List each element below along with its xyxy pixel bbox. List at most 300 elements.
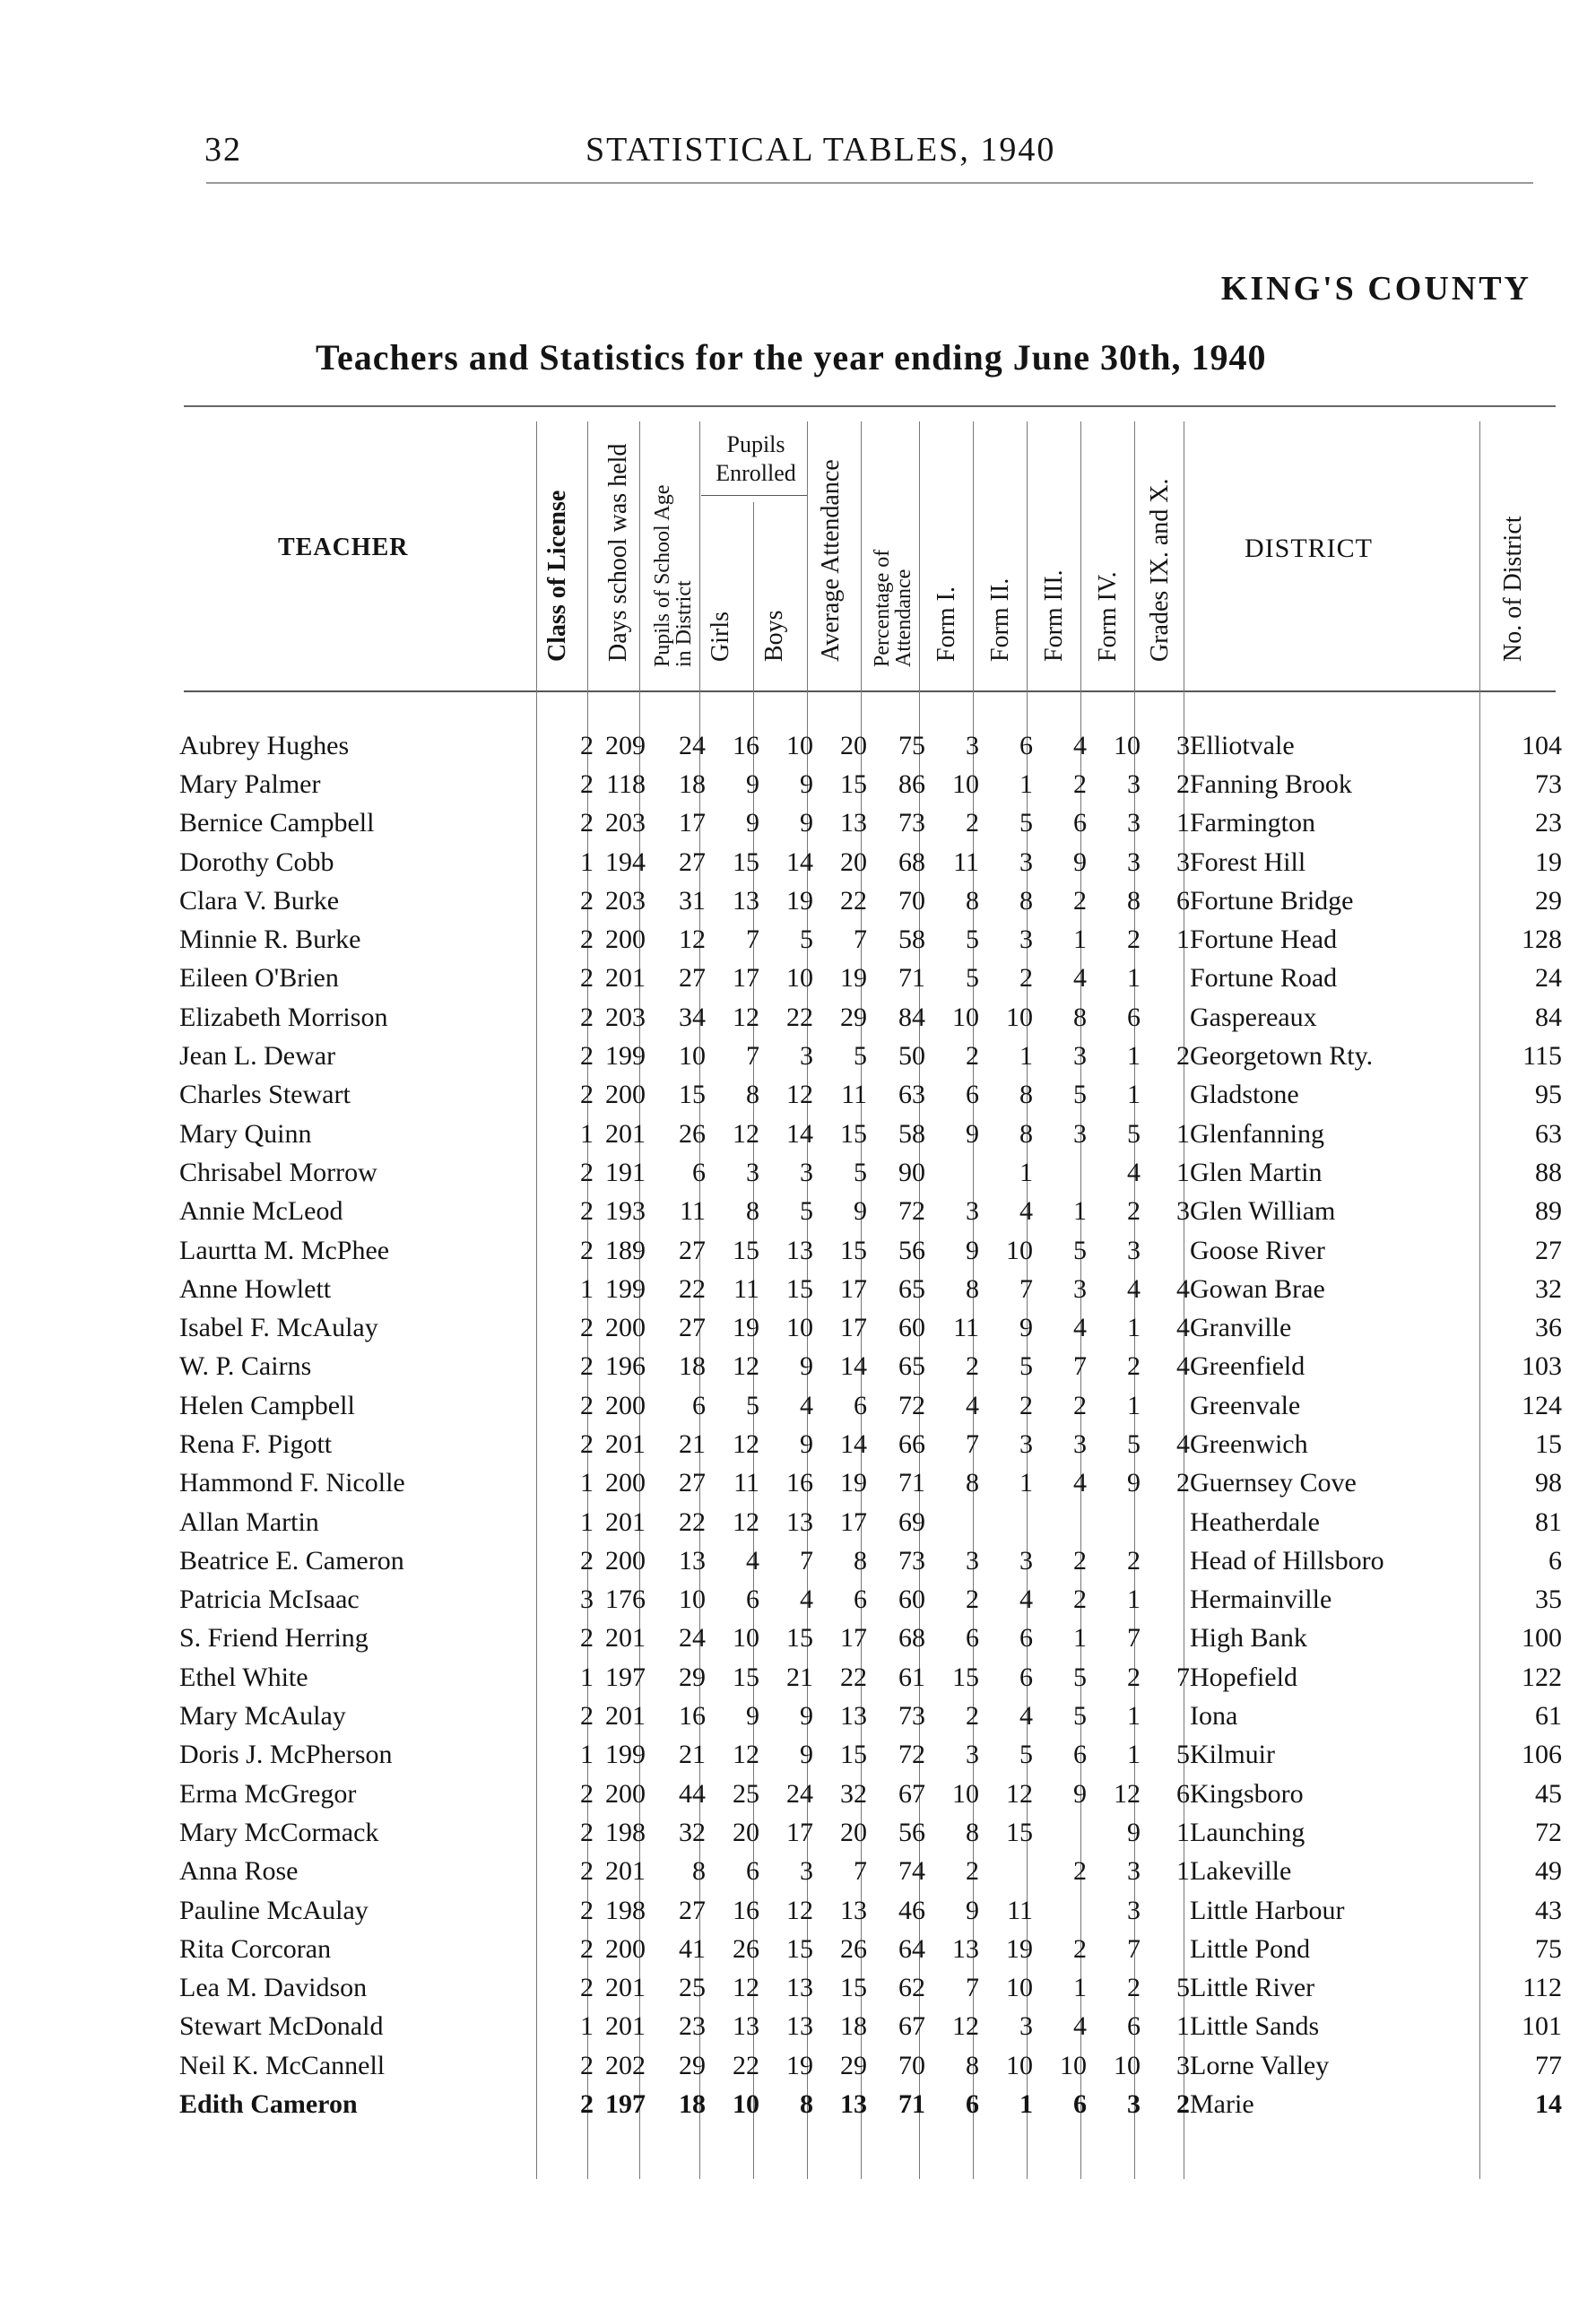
grades-ix-x-cell: 6 (1176, 1778, 1190, 1809)
grades-ix-x-cell: 2 (1176, 768, 1190, 799)
boys-cell: 10 (786, 730, 813, 760)
days-held-cell: 176 (605, 1584, 646, 1615)
teacher-name: Patricia McIsaac (179, 1584, 360, 1615)
teacher-name-cell (179, 1503, 542, 1541)
percentage-cell: 61 (898, 1662, 925, 1692)
days-held-cell: 118 (606, 768, 646, 799)
girls-cell: 13 (733, 885, 759, 916)
class-of-license-cell: 2 (580, 808, 594, 838)
average-attendance-cell: 22 (840, 1662, 867, 1692)
class-of-license-cell: 1 (580, 1662, 594, 1692)
form-i-cell (925, 1503, 979, 1541)
class-of-license-cell: 2 (580, 1041, 594, 1072)
district-name-cell: Gladstone (1190, 1080, 1299, 1110)
class-of-license-cell: 2 (580, 1973, 594, 2003)
class-of-license-cell: 2 (580, 768, 594, 799)
district-name-cell: Hermainville (1190, 1584, 1332, 1615)
grades-ix-x-cell: 2 (1176, 1468, 1190, 1498)
days-held-cell: 197 (605, 2089, 646, 2120)
form-iii-cell: 4 (1073, 2011, 1087, 2042)
form-i-cell: 8 (966, 1273, 979, 1304)
class-of-license-cell: 2 (580, 1428, 594, 1459)
class-of-license-cell: 1 (580, 1468, 594, 1498)
form-iv-cell: 1 (1127, 963, 1141, 994)
school-age-cell: 31 (679, 885, 706, 916)
district-name-cell: Fanning Brook (1190, 768, 1352, 799)
teacher-name-cell (179, 1541, 542, 1580)
teacher-name: Rena F. Pigott (179, 1428, 333, 1459)
grades-ix-x-cell: 4 (1176, 1313, 1190, 1343)
boys-cell: 9 (800, 1428, 813, 1459)
teacher-name-cell (179, 1581, 542, 1619)
average-attendance-cell: 5 (854, 1041, 867, 1072)
teacher-name-cell (179, 1813, 542, 1852)
days-held-cell: 201 (605, 1973, 646, 2003)
teacher-name-cell (179, 1464, 542, 1503)
percentage-cell: 64 (898, 1933, 925, 1964)
days-held-cell: 201 (605, 963, 646, 994)
grades-ix-x-cell: 1 (1176, 1817, 1190, 1847)
class-of-license-cell: 1 (580, 1506, 594, 1537)
teacher-name: Mary McAulay (179, 1701, 346, 1732)
form-i-cell: 13 (952, 1933, 979, 1964)
girls-cell: 8 (746, 1196, 759, 1227)
form-i-cell: 10 (952, 1778, 979, 1809)
form-ii-cell: 5 (1019, 1740, 1033, 1770)
school-age-cell: 24 (679, 730, 706, 760)
district-name-cell: Little Pond (1190, 1933, 1311, 1964)
header-bottom-rule (184, 690, 1556, 692)
form-iv-cell: 2 (1127, 1351, 1141, 1382)
girls-cell: 12 (733, 1351, 759, 1382)
grades-ix-x-cell: 3 (1176, 2050, 1190, 2080)
form-iv-cell: 12 (1114, 1778, 1141, 1809)
district-name-cell: Glenfanning (1190, 1118, 1324, 1149)
days-held-cell: 201 (605, 1701, 646, 1732)
district-number-cell: 35 (1535, 1584, 1562, 1615)
table-row (179, 843, 1562, 881)
days-held-cell: 201 (605, 1428, 646, 1459)
form-iv-cell: 1 (1127, 1313, 1141, 1343)
form-iv-cell: 6 (1127, 1002, 1141, 1032)
table-top-rule (184, 405, 1556, 407)
table-row (179, 1153, 1562, 1192)
school-age-cell: 12 (679, 925, 706, 955)
average-attendance-cell: 7 (854, 925, 867, 955)
grades-ix-x-cell (1141, 1891, 1190, 1930)
form-i-cell: 5 (966, 963, 979, 994)
average-attendance-cell: 20 (840, 846, 867, 877)
percentage-cell: 66 (898, 1428, 925, 1459)
district-name-cell: High Bank (1190, 1623, 1307, 1654)
class-of-license-cell: 1 (580, 1118, 594, 1149)
form-iv-cell: 2 (1127, 1196, 1141, 1227)
percentage-cell: 69 (898, 1506, 925, 1537)
grades-ix-x-cell: 3 (1176, 846, 1190, 877)
form-ii-cell: 4 (1019, 1701, 1033, 1732)
form-i-cell: 5 (966, 925, 979, 955)
table-row (179, 1891, 1562, 1930)
form-i-cell: 10 (952, 768, 979, 799)
form-ii-cell: 2 (1019, 963, 1033, 994)
teacher-name: Rita Corcoran (179, 1933, 332, 1964)
percentage-cell: 68 (898, 1623, 925, 1654)
teacher-name-cell (179, 1775, 542, 1813)
form-iv-cell: 5 (1127, 1118, 1141, 1149)
girls-cell: 17 (733, 963, 759, 994)
form-iii-cell: 4 (1073, 1313, 1087, 1343)
table-row (179, 1813, 1562, 1852)
form-i-cell: 9 (966, 1118, 979, 1149)
class-of-license-cell: 1 (580, 1273, 594, 1304)
percentage-cell: 70 (898, 885, 925, 916)
days-held-cell: 201 (605, 1623, 646, 1654)
form-iv-cell: 4 (1127, 1157, 1141, 1187)
form-i-header: Form I. (932, 586, 960, 662)
teacher-name-cell (179, 1076, 542, 1115)
average-attendance-cell: 20 (840, 1817, 867, 1847)
days-held-cell: 200 (605, 1778, 646, 1809)
percentage-cell: 60 (898, 1584, 925, 1615)
days-held-cell: 203 (605, 885, 646, 916)
boys-cell: 15 (786, 1623, 813, 1654)
teacher-name-cell (179, 1193, 542, 1231)
boys-cell: 3 (800, 1157, 813, 1187)
form-ii-cell: 1 (1019, 1157, 1033, 1187)
average-attendance-cell: 15 (840, 768, 867, 799)
girls-cell: 8 (746, 1080, 759, 1110)
district-name-cell: Fortune Road (1190, 963, 1338, 994)
form-ii-cell: 10 (1006, 1973, 1033, 2003)
school-age-cell: 8 (692, 1856, 706, 1887)
form-iv-cell: 1 (1127, 1740, 1141, 1770)
form-iv-cell: 1 (1127, 1041, 1141, 1072)
district-name-cell: Hopefield (1190, 1662, 1297, 1692)
school-age-cell: 25 (679, 1973, 706, 2003)
district-number-cell: 23 (1535, 808, 1562, 838)
school-age-cell: 27 (679, 963, 706, 994)
days-held-cell: 200 (605, 1313, 646, 1343)
district-number-cell: 112 (1522, 1973, 1562, 2003)
form-iii-cell: 2 (1073, 768, 1087, 799)
teacher-name: Doris J. McPherson (179, 1740, 393, 1770)
girls-cell: 11 (733, 1273, 759, 1304)
form-iii-cell: 1 (1073, 1196, 1087, 1227)
teacher-name: Neil K. McCannell (179, 2050, 386, 2080)
teacher-name-cell (179, 843, 542, 881)
class-of-license-header: Class of License (543, 490, 571, 662)
boys-cell: 8 (800, 2089, 813, 2120)
form-i-cell: 6 (966, 1080, 979, 1110)
district-number-cell: 75 (1535, 1933, 1562, 1964)
girls-cell: 20 (733, 1817, 759, 1847)
average-attendance-cell: 15 (840, 1973, 867, 2003)
form-iv-cell: 8 (1127, 885, 1141, 916)
teacher-name-cell (179, 2046, 542, 2085)
district-number-header: No. of District (1499, 516, 1527, 662)
girls-cell: 9 (746, 808, 759, 838)
class-of-license-cell: 2 (580, 925, 594, 955)
grades-ix-x-cell (1141, 1697, 1190, 1735)
teacher-name-cell (179, 998, 542, 1037)
form-iii-cell: 6 (1073, 808, 1087, 838)
boys-cell: 4 (800, 1390, 813, 1420)
grades-ix-x-cell (1141, 1581, 1190, 1619)
boys-cell: 14 (786, 1118, 813, 1149)
percentage-cell: 58 (898, 1118, 925, 1149)
girls-cell: 12 (733, 1740, 759, 1770)
form-ii-cell (979, 1853, 1033, 1891)
table-row (179, 1348, 1562, 1386)
form-i-cell: 15 (952, 1662, 979, 1692)
average-attendance-cell: 6 (854, 1390, 867, 1420)
district-name-cell: Little Sands (1190, 2011, 1320, 2042)
table-row (179, 2046, 1562, 2085)
girls-cell: 3 (746, 1157, 759, 1187)
boys-cell: 21 (786, 1662, 813, 1692)
district-name-cell: Elliotvale (1190, 730, 1295, 760)
form-iv-cell: 2 (1127, 925, 1141, 955)
district-name-cell: Glen William (1190, 1196, 1336, 1227)
district-name-cell: Launching (1190, 1817, 1305, 1847)
girls-cell: 5 (746, 1390, 759, 1420)
form-iv-cell: 6 (1127, 2011, 1141, 2042)
page-number: 32 (204, 131, 242, 169)
class-of-license-cell: 2 (580, 1895, 594, 1925)
form-ii-cell: 8 (1019, 885, 1033, 916)
district-name-cell: Kingsboro (1190, 1778, 1304, 1809)
average-attendance-cell: 26 (840, 1933, 867, 1964)
girls-cell: 25 (733, 1778, 759, 1809)
form-ii-cell: 8 (1019, 1118, 1033, 1149)
class-of-license-cell: 2 (580, 963, 594, 994)
form-ii-cell: 4 (1019, 1196, 1033, 1227)
teacher-name-cell (179, 804, 542, 843)
table-row (179, 1231, 1562, 1270)
percentage-cell: 72 (898, 1196, 925, 1227)
form-iii-cell: 5 (1073, 1662, 1087, 1692)
percentage-cell: 62 (898, 1973, 925, 2003)
grades-ix-x-cell: 4 (1176, 1351, 1190, 1382)
teacher-name-cell (179, 1736, 542, 1775)
teacher-name: W. P. Cairns (179, 1351, 312, 1382)
school-age-cell: 10 (679, 1041, 706, 1072)
pupils-enrolled-header: Pupils Enrolled (716, 431, 796, 486)
district-name-cell: Goose River (1190, 1235, 1325, 1265)
form-iv-cell: 9 (1127, 1817, 1141, 1847)
table-row (179, 1736, 1562, 1775)
form-i-cell: 9 (966, 1235, 979, 1265)
teacher-name-cell (179, 1930, 542, 1968)
form-iii-cell: 2 (1073, 885, 1087, 916)
grades-ix-x-cell (1141, 1503, 1190, 1541)
girls-cell: 15 (733, 1662, 759, 1692)
form-iii-cell: 5 (1073, 1701, 1087, 1732)
form-iii-cell: 4 (1073, 1468, 1087, 1498)
percentage-cell: 65 (898, 1351, 925, 1382)
average-attendance-cell: 17 (840, 1623, 867, 1654)
district-number-cell: 72 (1535, 1817, 1562, 1847)
girls-cell: 11 (733, 1468, 759, 1498)
form-i-cell (925, 1153, 979, 1192)
percentage-cell: 73 (898, 1701, 925, 1732)
district-number-cell: 36 (1535, 1313, 1562, 1343)
days-held-cell: 196 (605, 1351, 646, 1382)
form-ii-cell: 11 (1007, 1895, 1033, 1925)
form-ii-cell (979, 1503, 1033, 1541)
form-i-cell: 7 (966, 1428, 979, 1459)
teacher-name-cell (179, 959, 542, 998)
boys-cell: 16 (786, 1468, 813, 1498)
table-row (179, 804, 1562, 843)
form-iii-cell: 3 (1073, 1273, 1087, 1304)
grades-ix-x-cell: 4 (1176, 1428, 1190, 1459)
average-attendance-cell: 29 (840, 1002, 867, 1032)
teacher-name: Laurtta M. McPhee (179, 1235, 390, 1265)
form-iv-cell: 2 (1127, 1662, 1141, 1692)
teacher-name: Helen Campbell (179, 1390, 355, 1420)
form-i-cell: 3 (966, 1740, 979, 1770)
form-iii-cell (1033, 1503, 1087, 1541)
teacher-name: Aubrey Hughes (179, 730, 350, 760)
form-i-cell: 2 (966, 1041, 979, 1072)
form-ii-cell: 3 (1019, 2011, 1033, 2042)
days-held-cell: 198 (605, 1895, 646, 1925)
school-age-cell: 29 (679, 1662, 706, 1692)
average-attendance-cell: 15 (840, 1740, 867, 1770)
school-age-cell: 6 (692, 1157, 706, 1187)
district-name-cell: Gaspereaux (1190, 1002, 1317, 1032)
girls-cell: 10 (733, 2089, 759, 2120)
form-iii-cell: 3 (1073, 1118, 1087, 1149)
grades-ix-x-cell (1141, 1541, 1190, 1580)
teacher-name: Ethel White (179, 1662, 308, 1692)
teacher-name: Bernice Campbell (179, 808, 375, 838)
form-iii-cell: 4 (1073, 730, 1087, 760)
class-of-license-cell: 2 (580, 1002, 594, 1032)
days-held-cell: 201 (605, 2011, 646, 2042)
teacher-name-cell (179, 2008, 542, 2046)
teacher-name: Mary Quinn (179, 1118, 312, 1149)
percentage-cell: 84 (898, 1002, 925, 1032)
form-i-cell: 9 (966, 1895, 979, 1925)
form-iv-cell: 1 (1127, 1701, 1141, 1732)
boys-cell: 9 (800, 1740, 813, 1770)
running-title: STATISTICAL TABLES, 1940 (585, 131, 1056, 169)
district-name-cell: Greenvale (1190, 1390, 1301, 1420)
district-number-cell: 73 (1535, 768, 1562, 799)
form-iii-cell: 2 (1073, 1856, 1087, 1887)
percentage-cell: 58 (898, 925, 925, 955)
days-held-cell: 200 (605, 1933, 646, 1964)
class-of-license-cell: 2 (580, 1623, 594, 1654)
school-age-cell: 22 (679, 1273, 706, 1304)
teacher-name: S. Friend Herring (179, 1623, 369, 1654)
average-attendance-cell: 13 (840, 808, 867, 838)
average-attendance-cell: 19 (840, 963, 867, 994)
form-i-cell: 2 (966, 1856, 979, 1887)
form-iv-cell: 3 (1127, 1235, 1141, 1265)
district-number-cell: 104 (1522, 730, 1562, 760)
form-iv-cell (1087, 1503, 1141, 1541)
table-row (179, 881, 1562, 920)
girls-cell: 15 (733, 846, 759, 877)
class-of-license-cell: 2 (580, 1545, 594, 1576)
days-school-held-header: Days school was held (604, 443, 632, 662)
teacher-name-cell (179, 920, 542, 959)
form-i-cell: 11 (953, 846, 979, 877)
average-attendance-cell: 29 (840, 2050, 867, 2080)
table-row (179, 1581, 1562, 1619)
girls-cell: 9 (746, 1701, 759, 1732)
days-held-cell: 201 (605, 1856, 646, 1887)
grades-ix-x-cell: 6 (1176, 885, 1190, 916)
form-iii-cell: 6 (1073, 2089, 1087, 2120)
boys-cell: 9 (800, 808, 813, 838)
teacher-name-cell (179, 726, 542, 765)
teacher-name-cell (179, 765, 542, 803)
form-iv-cell: 3 (1127, 808, 1141, 838)
district-number-cell: 6 (1548, 1545, 1562, 1576)
days-held-cell: 199 (605, 1740, 646, 1770)
district-number-cell: 100 (1522, 1623, 1562, 1654)
boys-cell: 9 (800, 768, 813, 799)
county-title: KING'S COUNTY (1220, 270, 1531, 308)
average-attendance-cell: 5 (854, 1157, 867, 1187)
table-caption: Teachers and Statistics for the year ending June 30th, 1940 (316, 337, 1267, 378)
table-row (179, 1270, 1562, 1308)
school-age-cell: 27 (679, 846, 706, 877)
boys-cell: 13 (786, 2011, 813, 2042)
form-iii-cell: 2 (1073, 1584, 1087, 1615)
form-i-cell: 2 (966, 1701, 979, 1732)
percentage-cell: 74 (898, 1856, 925, 1887)
form-iii-cell: 2 (1073, 1390, 1087, 1420)
girls-cell: 7 (746, 925, 759, 955)
girls-cell: 16 (733, 730, 759, 760)
form-ii-cell: 1 (1019, 2089, 1033, 2120)
form-iii-cell: 5 (1073, 1080, 1087, 1110)
percentage-cell: 71 (898, 1468, 925, 1498)
teacher-name-cell (179, 1425, 542, 1463)
average-attendance-cell: 13 (840, 1895, 867, 1925)
form-iv-cell: 7 (1127, 1933, 1141, 1964)
teacher-name: Dorothy Cobb (179, 846, 334, 877)
teacher-name: Allan Martin (179, 1506, 319, 1537)
teacher-name-cell (179, 1153, 542, 1192)
form-ii-cell: 6 (1019, 730, 1033, 760)
district-number-cell: 45 (1535, 1778, 1562, 1809)
form-ii-cell: 15 (1006, 1817, 1033, 1847)
grades-ix-x-cell (1141, 1386, 1190, 1425)
boys-cell: 9 (800, 1701, 813, 1732)
teacher-name-cell (179, 1853, 542, 1891)
table-row (179, 2085, 1562, 2123)
form-iii-cell: 2 (1073, 1545, 1087, 1576)
form-i-cell: 3 (966, 1196, 979, 1227)
district-number-cell: 29 (1535, 885, 1562, 916)
teacher-name-cell (179, 1619, 542, 1658)
teacher-name-cell (179, 1270, 542, 1308)
teacher-name: Stewart McDonald (179, 2011, 384, 2042)
district-name-cell: Granville (1190, 1313, 1292, 1343)
teacher-name: Hammond F. Nicolle (179, 1468, 405, 1498)
average-attendance-cell: 8 (854, 1545, 867, 1576)
average-attendance-header: Average Attendance (817, 459, 845, 662)
district-name-cell: Farmington (1190, 808, 1315, 838)
form-i-cell: 6 (966, 2089, 979, 2120)
form-ii-cell: 10 (1006, 1235, 1033, 1265)
